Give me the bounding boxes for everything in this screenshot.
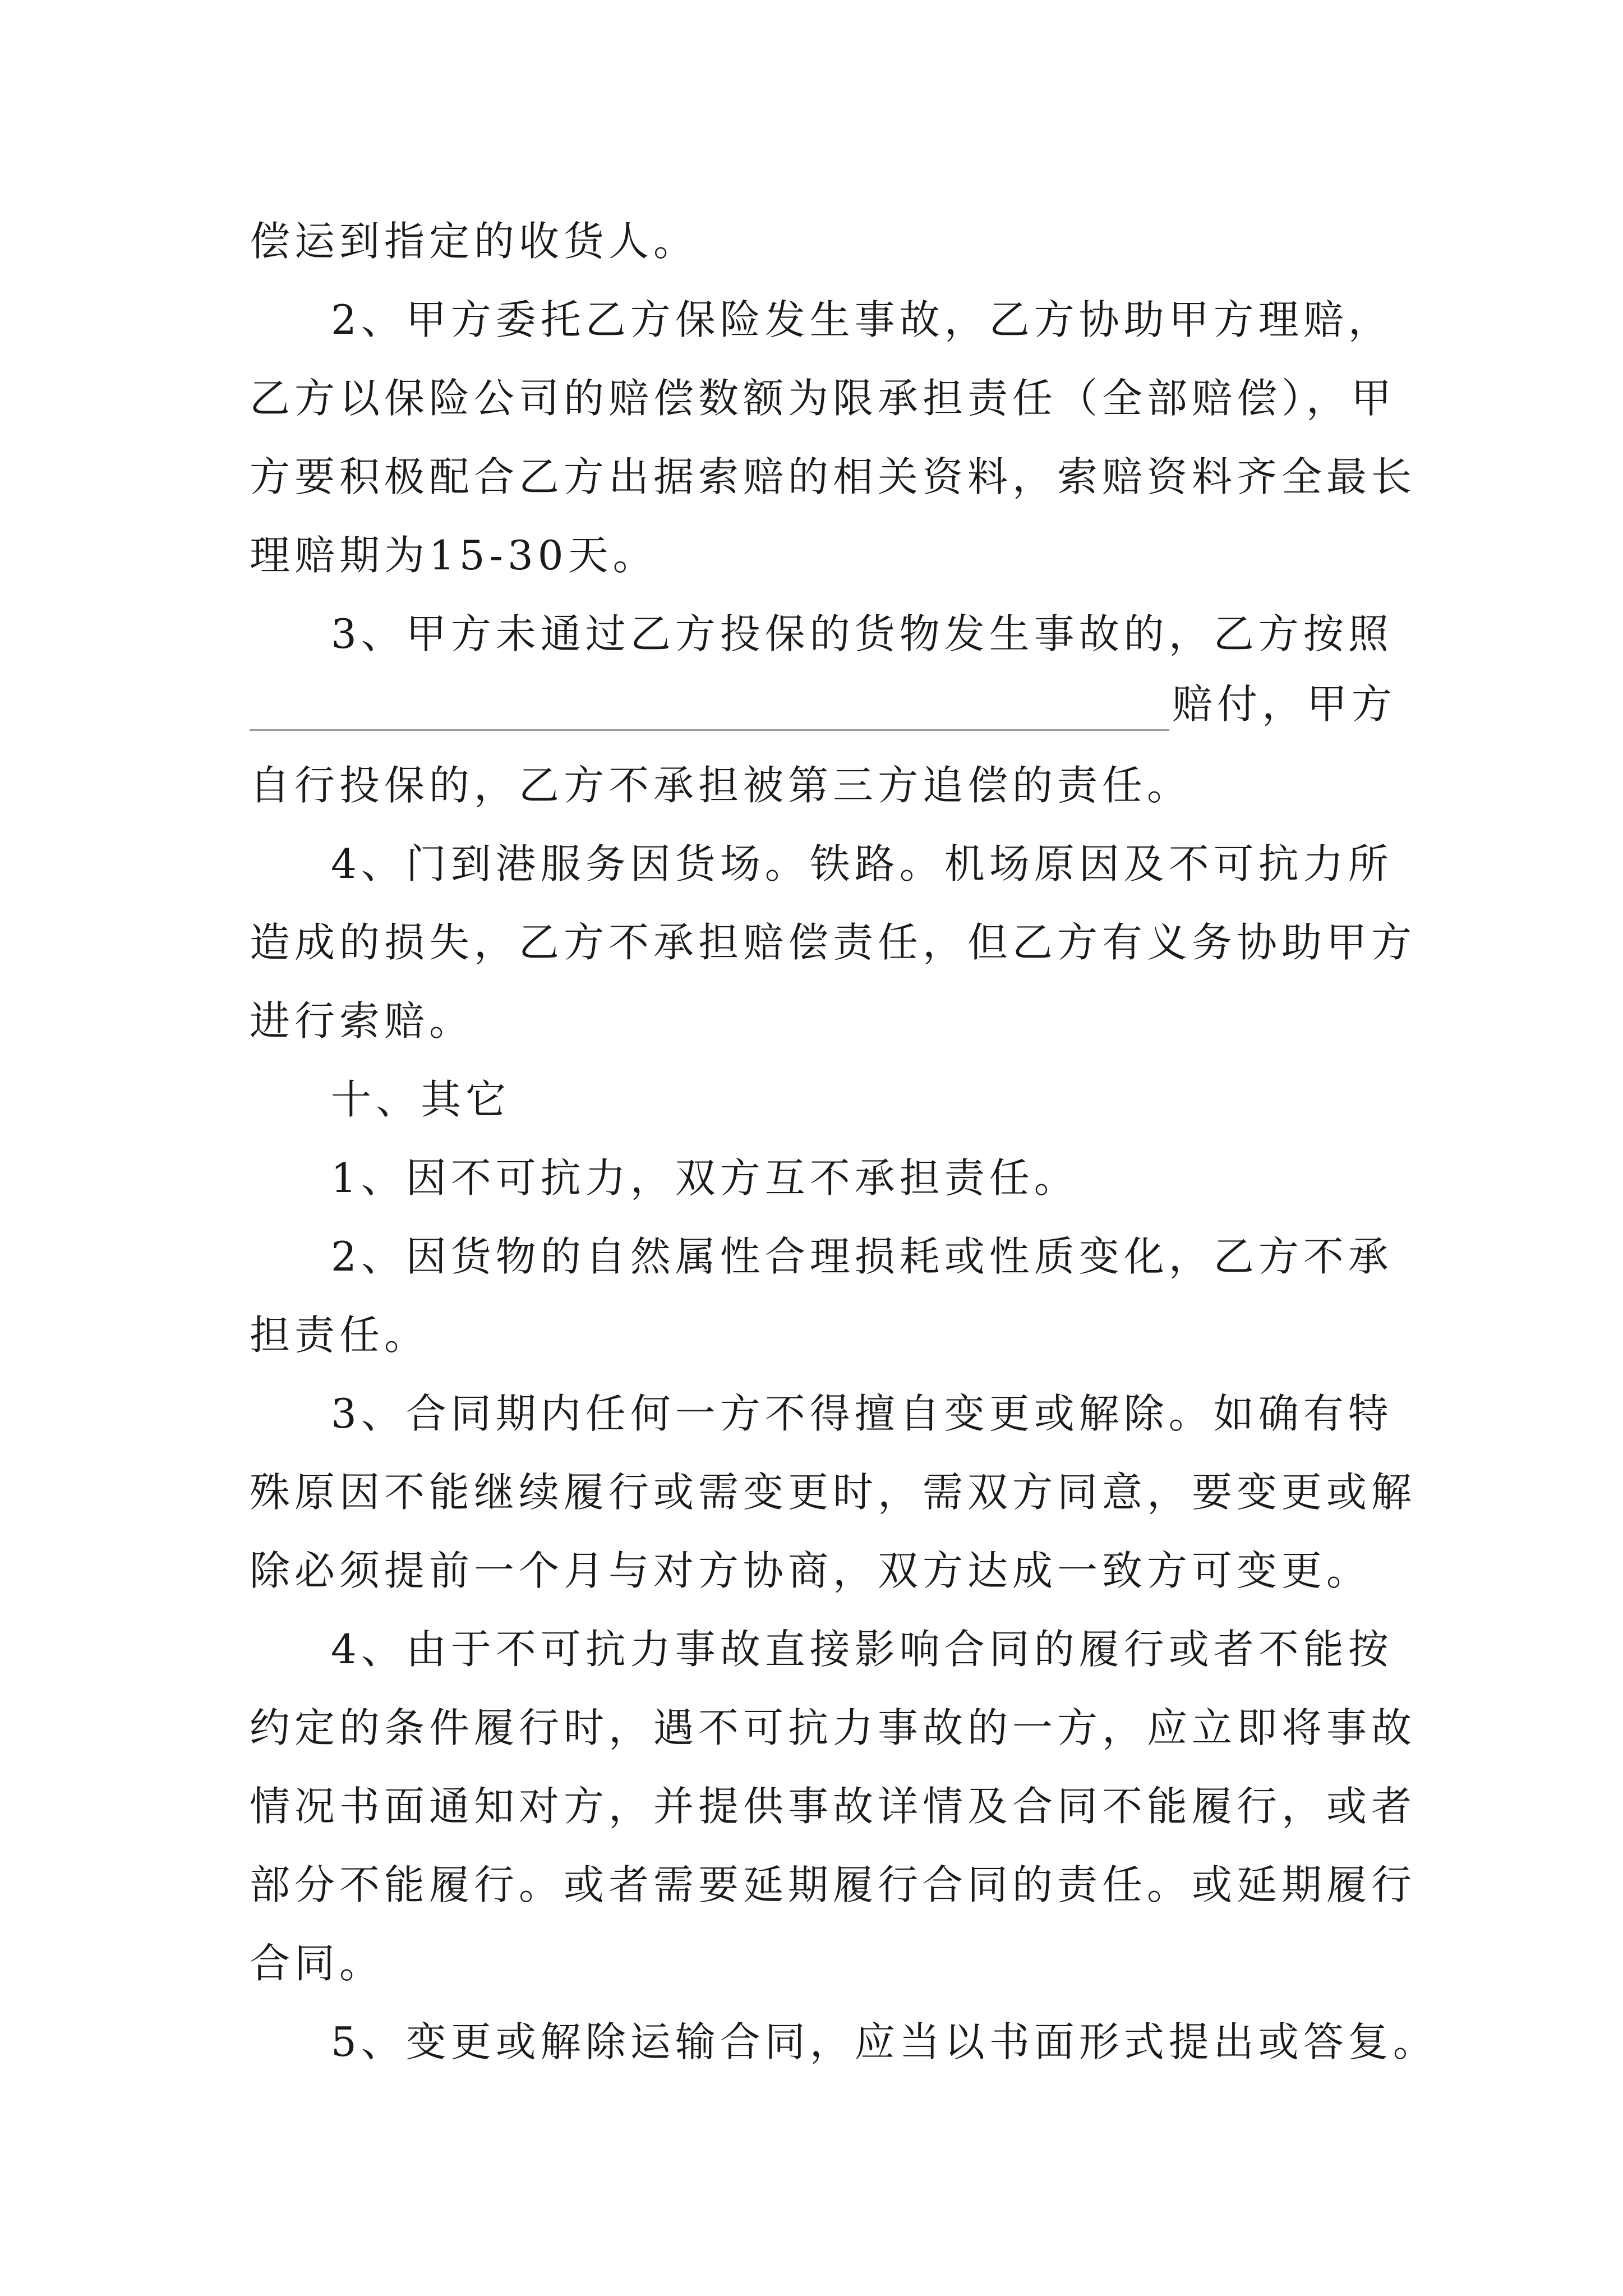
text-line: 2、因货物的自然属性合理损耗或性质变化，乙方不承 [331, 1233, 1393, 1280]
section-heading: 十、其它 [331, 1076, 511, 1123]
text-line: 乙方以保险公司的赔偿数额为限承担责任（全部赔偿），甲 [250, 375, 1396, 422]
text-line: 偿运到指定的收货人。 [250, 218, 699, 265]
text-line: 赔付，甲方 [1172, 680, 1397, 728]
text-line: 情况书面通知对方，并提供事故详情及合同不能履行，或者 [250, 1783, 1417, 1830]
text-line: 5、变更或解除运输合同，应当以书面形式提出或答复。 [331, 2018, 1438, 2065]
text-line: 理赔期为15-30天。 [250, 532, 658, 579]
text-line: 除必须提前一个月与对方协商，双方达成一致方可变更。 [250, 1547, 1372, 1594]
text-line: 进行索赔。 [250, 997, 474, 1045]
text-line: 约定的条件履行时，遇不可抗力事故的一方，应立即将事故 [250, 1704, 1417, 1751]
text-line: 3、甲方未通过乙方投保的货物发生事故的，乙方按照 [331, 610, 1393, 657]
text-line: 3、合同期内任何一方不得擅自变更或解除。如确有特 [331, 1390, 1393, 1437]
text-line: 4、门到港服务因货场。铁路。机场原因及不可抗力所 [331, 840, 1393, 887]
text-line: 自行投保的，乙方不承担被第三方追偿的责任。 [250, 762, 1192, 809]
text-line: 合同。 [250, 1940, 385, 1987]
text-line: 4、由于不可抗力事故直接影响合同的履行或者不能按 [331, 1626, 1393, 1673]
text-line: 殊原因不能继续履行或需变更时，需双方同意，要变更或解 [250, 1469, 1417, 1516]
text-line: 担责任。 [250, 1312, 430, 1359]
fill-in-blank-underline [250, 729, 1169, 731]
text-line: 2、甲方委托乙方保险发生事故，乙方协助甲方理赔， [331, 296, 1393, 343]
text-line: 方要积极配合乙方出据索赔的相关资料，索赔资料齐全最长 [250, 453, 1417, 500]
text-line: 1、因不可抗力，双方互不承担责任。 [331, 1154, 1079, 1202]
text-line: 部分不能履行。或者需要延期履行合同的责任。或延期履行 [250, 1861, 1417, 1908]
text-line: 造成的损失，乙方不承担赔偿责任，但乙方有义务协助甲方 [250, 919, 1417, 966]
